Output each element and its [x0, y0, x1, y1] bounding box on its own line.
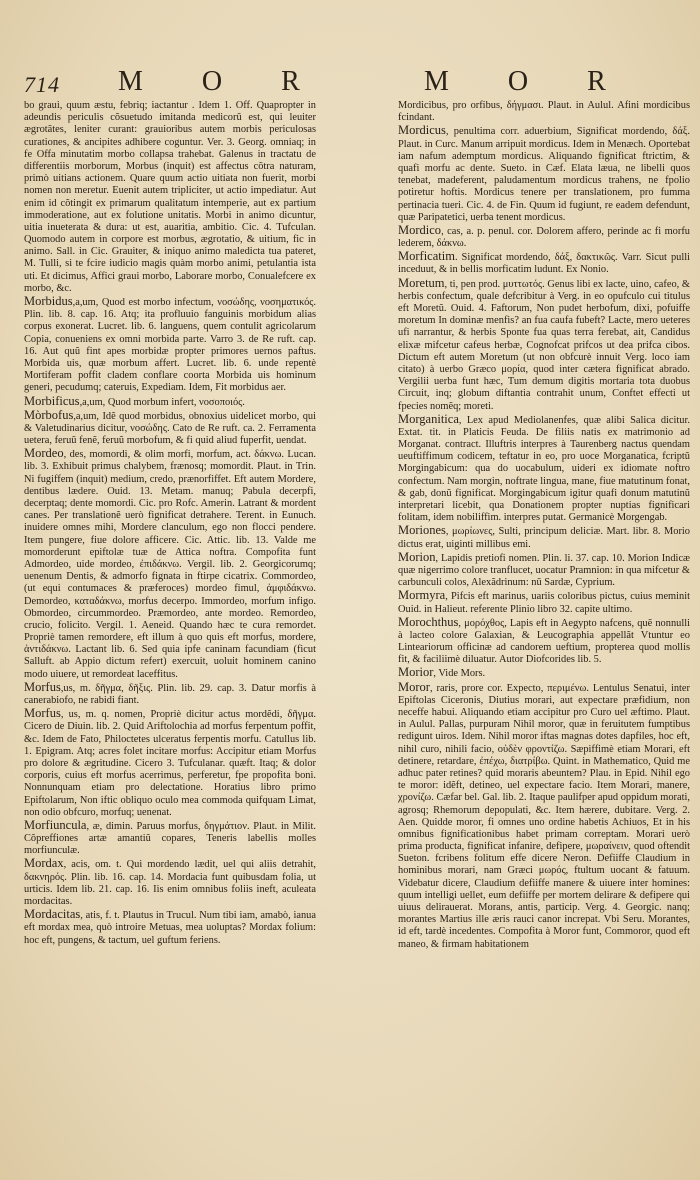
- entry-morior: Morior, Vide Mors.: [398, 665, 486, 680]
- entry-moriones: Moriones, μωρίωνες, Sulti, principum deliciæ. Mart. libr. 8. Morio dictus erat, uiginti millibus emi.: [398, 523, 690, 550]
- headword: Morior: [398, 665, 434, 680]
- entry-morsicatim: Morficatim. Significat mordendo, δάξ, δακτικῶς. Varr. Sicut pulli inceduut, & in bellis morficatim ludunt. Ex Nonio.: [398, 249, 690, 276]
- entry-morganatica: Morganitica, Lex apud Mediolanenfes, quæ alibi Salica dicitur. Extat. tit. in Platicis Feuda. De filiis natis ex matrimonio ad Morganat. contract. Illuftris interpres à Taurenberg nactus quendam ueuftiffimum codicem, teftatur in eo, pro uoce Morganatica, fcriptũ Morgingabicum: qua do uocabulum, uideri ex idiomate noftro confectum. Nam morgin, noftrate lingua, mane, fiue matutinum fonat, & gab, donũ fignificat. Morgingabicum igitur quafi donum matutinũ interpretari licebit, qua Donationem propter nuptias fignificari folitam, idem nobiliffim. interpres putat. Germanicè Morgengab.: [398, 411, 690, 524]
- right-column: [398, 100, 690, 1130]
- headword: Mordeo: [24, 446, 64, 461]
- headword: Morion: [398, 549, 436, 564]
- entry-morsus-1: Morfus,us, m. δῆγμα, δῆξις. Plin. lib. 29. cap. 3. Datur morfis à canerabiofo, ne rabidi fiant.: [24, 679, 316, 706]
- entry-morbidus: Morbidus,a,um, Quod est morbo infectum, νοσώδης, νοσηματικός. Plin. lib. 8. cap. 16. Atq; ita profluuio fanguinis morbidum alias corpus exonerat. Lucret. lib. 6. languens, quem contulit agricolarum Copia, conueniens ex omni morbida parte. Varro 3. de Re ruft. cap. 16. Aut quũ fint apes morbidæ propter primores uernos paftus. Morbida uis, quæ morbum affert. Lucret. lib. 6. unde repentè Mortiferam poffit cladem conflare coorta Morbida uis hominum generi, pecudumq; cateruis, Expediam. Idem, Fit morbidus aer.: [24, 294, 316, 394]
- headword: Mordicus: [398, 123, 446, 138]
- headword: Morficatim: [398, 249, 455, 264]
- entry-morion: Morion, Lapidis pretiofi nomen. Plin. li. 37. cap. 10. Morion Indicæ quæ nigerrimo colore tranflucet, uocatur Pramnion: in qua mifcetur & carbunculi colos, Alexãdrinum: nũ Sardæ, Cyprium.: [398, 549, 690, 589]
- entry-mordicus: Mordicus, penultima corr. aduerbium, Significat mordendo, δάξ. Plaut. in Curc. Manum arripuit mordicus. Idem in Menæch. Oportebat iam nafum ademptum mordicus. Aliquando fignificat ftrictim, & quafi morfu ac dente. Sueto. in Cæf. Elata læua, ne libelli quos tenebat, madeferent, paludamentum mordicus trahens, ne fpolio potiretur hoftis. Mordicus tenere per translationem, pro fumma pertinacia tueri. Cic. 4. de Fin. Quum id fugiunt, re eadem defendunt, quæ Paripatetici, uerba tenent mordicus.: [398, 123, 690, 223]
- headword: Morbificus: [24, 393, 80, 408]
- entry-continuation: bo graui, quum æstu, febriq; iactantur . Idem 1. Off. Quapropter in adeundis periculis cõsuetudo imitanda medicorũ est, qui leuiter ægrotãtes, leniter curant: grauioribus autem morbis periculosas curationes, & ancipites adhibere coguntur. Ver. 3. Georg. omniaq; in fe Offa minutatim morbo collapsa trahebat. Galenus in tractatu de differentiis morborum, Morbus (inquit) est affectus cõtra naturam, primò uitians actionem. Quare quum actio uitiata non fuerit, morbi nomen non meretur. Euenit autem tripliciter, ut actio impediatur. Aut enim id cõtingit ex primarum qualitatum intemperie, aut ex partium immoderatione, aut ex folutione unitatis. Morbi in animo dicuntur, uitia inueterata & dura: ut est, auaritia, ambitio. Cic. 4. Tufculan. Quomodo autem in corpore est morbus, ægrotatio, & uitium, fic in animo. Sall. in Cic. Grauiter, & iniquo animo maledicta tua pateret, M. Tulli, si te fcire iudicio magis quàm morbo animi, petulantia ista uti. Et dicimus, Affici graui morbo, Laborare morbo, Conualefcere ex morbo, &c.: [24, 100, 316, 294]
- entry-morsus-2: Morfus, us, m. q. nomen, Propriè dicitur actus mordẽdi, δῆγμα. Cicero de Diuin. lib. 2. Quid Ariftolochia ad morfus ferpentum poffit, &c. Idem de Fato, Philoctetes ulceratus ferpentis morfu. Catullus lib. 1. Epigram. Atq; acres folet incitare morfus: Accipitur etiam Morfus pro dolore & ægritudine. Cicero 3. Tufculanar. quæft. Itaq; & dolor corporis, cuius eft morfus acerrimus, perferetur, fpe propofita boni. Nonnunquam etiam pro delectatione. Horatius libro primo Epiftolarum, Non iftic obliquo oculo mea commoda quifquam Limat, non odio obfcuro, morfuq; uenenat.: [24, 706, 316, 818]
- headword: Moriones: [398, 523, 446, 538]
- entry-mordeo: Mordeo, des, momordi, & olim morfi, morfum, act. δάκνω. Lucan. lib. 3. Exhibuit primus chalybem, frænosq; momordit. Plaut. in Trin. Ni fugiffem (inquit) medium, credo, prænorfiffet. Eft autem Mordere, dentibus lædere. Ouid. 13. Metam. manuq; Pabula decerpfi, decerptaq; dente momordi. Cic. pro Rofc. Amerin. Latrant & mordent canes. Per translationẽ uerò fignificat detrahere. Terent. in Eunuch. inuidere omnes mihi, Mordere clanculum, ego non flocci pendere. Item pungere, fiue dolore afficere. Cic. Attic. lib. 13. Valde me momorderunt epiftolæ tuæ de Attica noftra. Compofita funt Admordeo, uide mordeo, ἐπιδάκνω. Vergil. lib. 2. Georgicorumq; uenenum Dentis, & admorfo fignata in ftirpe cicatrix. Commordeo, (ut equi contumaces & præferoces) mordeo fimul, ἀμφιδάκνω. Demordeo, καταδάκνω, morfus decerpo. Immordeo, morfum infigo. Obmordeo, circummordeo. Præmordeo, ante mordeo. Remordeo, crucio, folicito. Vergil. 1. Aeneid. Quando hæc te cura remordet. Propriè tamen remordere, eft illum à quo quis eft morfus, mordere, ἀντιδάκνω. Lactant lib. 6. Sed quia ipfe caninam facundiam (ficut Salluft. ab Appio dictum refert) exercuit, uoluit hominem canino modo uiuere, ut remordeat laceffitus.: [24, 446, 316, 680]
- entry-morbosus: Mòrbofus,a,um, Idẽ quod morbidus, obnoxius uidelicet morbo, qui & Valetudinarius dicitur, νοσώδης. Cato de Re ruft. ca. 2. Ferramenta uetera, feruũ fenẽ, feruũ morbofum, & fi quid aliud fuperfit, uendat.: [24, 407, 316, 447]
- entry-morsiuncula: Morfiuncula, æ, dimin. Paruus morfus, δηγμάτιον. Plaut. in Milit. Cõpreffiones artæ amantiũ copares, Teneris labellis molles morfiunculæ.: [24, 817, 316, 857]
- entry-mordax: Mordax, acis, om. t. Qui mordendo lædit, uel qui aliis detrahit, δακνηρός. Plin. lib. 16. cap. 14. Mordacia funt quibusdam folia, ut urticis. Idem lib. 21. cap. 16. Iis enim omnibus foliis ineft, aculeata mordacitas.: [24, 856, 316, 907]
- headword: Morochthus: [398, 614, 459, 629]
- running-head-left: M O R: [118, 66, 326, 97]
- headword: Mordax: [24, 856, 64, 871]
- entry-mordacitas: Mordacitas, atis, f. t. Plautus in Trucul. Num tibi iam, amabò, ianua eft mordax mea, quò introire Metuas, mea uoluptas? Mordax folium: hoc eft, pungens, & tactum, uel guftum feriens.: [24, 907, 316, 946]
- entry-moretum: Moretum, ti, pen prod. μυττωτός. Genus libi ex lacte, uino, cafeo, & herbis confectum, quale defcribitur à Verg. in eo opufculo cui titulus eft Moretũ. Ouid. 4. Faftorum, Non pudet herbofum, dixi, pofuiffe moretum In dominæ menfis? an fua caufa fubeft? Lacte, mero ueteres ufi narrantur, & herbis Sponte fua quas terra ferebat, ait, Candidus elixæ mifcetur cafeus herbæ, Cognofcat prifcos ut dea prifca cibos. Dictum eft autem Moretum (ut non obfcurè innuit Verg. loco iam citato) à uerbo Græco μορία, quod inter cætera fignificat abrado. Vergilii uerba funt hæc, Tum demum digitis mortaria tota duobus Circuit, inq; globum diftantia contrahit unum, Conftet effecti ut fpecies nomẽq; moreti.: [398, 275, 690, 412]
- headword: Moror: [398, 679, 430, 694]
- headword: Morfus: [24, 706, 61, 721]
- entry-morbificus: Morbificus,a,um, Quod morbum infert, νοσοποιός.: [24, 393, 245, 408]
- entry-moror: Moror, raris, prore cor. Expecto, περιμένω. Lentulus Senatui, inter Epiftolas Ciceronis, Diutius morari, aut expectare præfidium, non neceffe habui. Aliquando etiam accipitur pro Curo uel æftimo. Plaut. in Aulul. Pallas, purpuram Nihil moror, quæ in feruitutem fumptibus redigunt uiros. Idem. Nihil moror iftas magnas dotes dapfiles, hoc eft, nihil curo, nihili facio, οὐδὲν φροντίζω. Sæpiffimè etiam Morari, eft detinere, retardare, ἐπέχω, διατρίβω. Quint. in Mathematico, Quid me adhuc pater retines? quid moraris abeuntem? Plau. in Epid. Nihil ego te moror: idẽft, detineo, uel expectare facio. Item Morari, manere, χρονίζω. Cæfar bel. Gal. lib. 2. Itaque paulifper apud oppidum morati, agrosq; Rhemorum depopulati, &c. Item hærere, dubitare. Verg. 2. Aen. Quidde moror, fi omnes uno ordine habetis Achiuos, Et in his omnibus fignificationibus habet primam correptam. Morari uerò prima producta, fignificat infanire, defipere, μωραίνειν, quod oftendit Sueton. fcribens folitum effe dicere Neron. Defiiffe Claudium in hominibus morari, nam Græci μωρός, ftultum uocant & fatuum. Videbatur dicere, Claudium defiiffe manere & uiuere inter homines: quum intelligi uellet, eum defiiffe per mortem delirare & defipere qui uiuus delirauerat. Morans, antis, particip. Verg. 4. Georgic. nanq; morantes Martius ille æris rauci canor increpat. Vbi Seru. Morantes, id eft, tardè incedentes. Compofita à Moror funt, Commoror, quod eft maneo, & firmam habitationem: [398, 679, 690, 950]
- entry-mordico: Mordico, cas, a. p. penul. cor. Dolorem affero, perinde ac fi morfu lederem, δάκνω.: [398, 222, 690, 250]
- headword: Morbidus: [24, 294, 73, 308]
- entry-continuation: Mordicibus, pro orfibus, δήγμασι. Plaut. in Aulul. Afini mordicibus fcindant.: [398, 100, 690, 124]
- headword: Mormyra: [398, 588, 446, 603]
- headword: Moretum: [398, 275, 445, 290]
- headword: Morfus: [24, 679, 61, 694]
- entry-morochthus: Morochthus, μορόχθος, Lapis eft in Aegypto nafcens, quẽ nonnulli à lacteo colore Galaxian, & Leucographia appellãt Vtuntur eo Linteariorum officinæ ad candorem ueftium, propterea quod mollis fit, & faciliimè diluatur. Autor Diofcorides lib. 5.: [398, 614, 690, 666]
- headword: Mordacitas: [24, 907, 81, 922]
- headword: Mòrbofus: [24, 407, 74, 422]
- page-number: 714: [24, 72, 60, 97]
- page-header: [0, 66, 700, 100]
- left-column: [24, 100, 316, 1130]
- headword: Morganitica: [398, 411, 459, 426]
- headword: Morfiuncula: [24, 817, 87, 832]
- headword: Mordico: [398, 222, 442, 237]
- running-head-right: M O R: [424, 66, 632, 97]
- entry-mormyra: Mormyra, Pifcis eft marinus, uariis coloribus pictus, cuius meminit Ouid. in Halieut. referente Plinio libro 32. capite ultimo.: [398, 588, 690, 615]
